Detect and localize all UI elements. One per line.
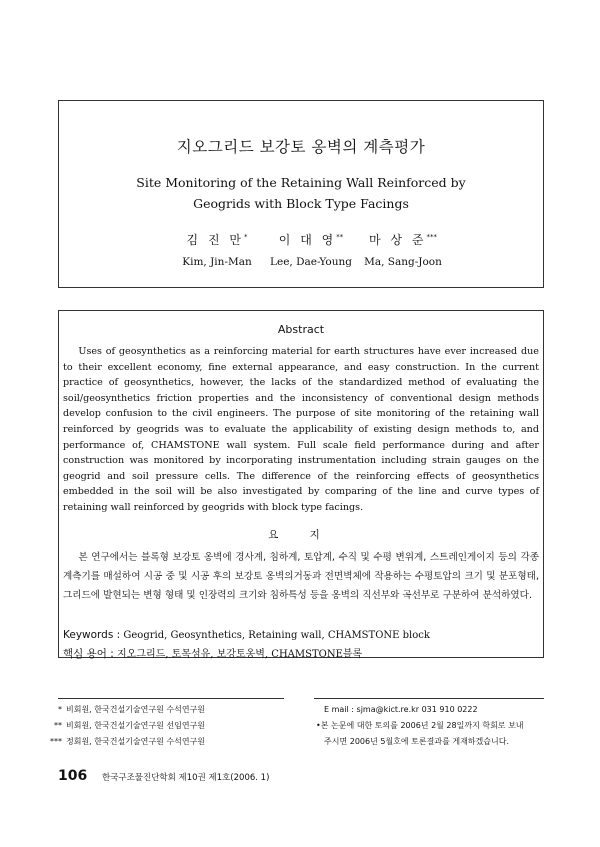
page-number: 106 [58,768,88,784]
keywords-korean-label: 핵심 용어 : [63,648,114,660]
abstract-box [58,310,544,658]
footnote-author-2: ** 비회원, 한국건설기술연구원 선임연구원 [54,721,206,730]
english-title-line-1: Site Monitoring of the Retaining Wall Reinforced by [136,175,466,190]
english-title-line-2: Geogrids with Block Type Facings [193,196,409,211]
abstract-text: Uses of geosynthetics as a reinforcing material for earth structures have ever increased due to their excellent economy, fine external appearance, and easy construction. In the current practice of geosynthetics, however, the lacks of the standardized method of evaluating the soil/geosynthetics friction properties and the inconsistency of conventional design methods develop confusion to the civil engineers. The purpose of site monitoring of the retaining wall reinforced by geogrids was to evaluate the applicability of existing design methods to, and performance of, CHAMSTONE wall system. Full scale field performance during and after construction was monitored by incorporating instrumentation including strain gauges on the geogrid and soil pressure cells. The difference of the reinforcing effects of geosynthetics embedded in the soil will be also investigated by comparing of the line and curve types of retaining wall reinforced by geogrids with block type facings. [63,346,539,513]
author-2-mark: ** [336,233,344,241]
author-3 [343,231,463,268]
author-3-mark: *** [426,233,437,241]
journal-citation: 한국구조물진단학회 제10권 제1호(2006. 1) [101,773,270,783]
author-1-korean-name: 김 진 만 [186,233,244,247]
author-3-korean-name: 마 상 준 [369,233,427,247]
footnote-divider-left [58,698,284,699]
page-footer [58,768,269,784]
footnote-author-3: *** 정회원, 한국건설기술연구원 수석연구원 [50,737,206,746]
keywords-korean [63,645,362,661]
keywords-english-label: Keywords : [63,629,121,641]
keywords-english-text: Geogrid, Geosynthetics, Retaining wall, CHAMSTONE block [123,630,430,641]
author-1-english-name: Kim, Jin-Man [182,256,252,268]
author-2-english-name: Lee, Dae-Young [270,256,352,268]
footnotes-left [40,702,205,750]
author-2-korean-name: 이 대 영 [278,233,337,247]
keywords-english [63,629,430,641]
korean-title: 지오그리드 보강토 옹벽의 계측평가 [176,138,426,156]
footnote-divider-right [314,698,544,699]
discussion-note-line-2: 주시면 2006년 5월호에 토론결과를 게재하겠습니다. [324,737,509,746]
title-box [58,100,544,288]
keywords-korean-text: 지오그리드, 토목섬유, 보강토옹벽, CHAMSTONE블록 [116,649,363,660]
contact-email: E mail : sjma@kict.re.kr 031 910 0222 [324,705,478,714]
korean-abstract-heading: 요 지 [268,529,334,541]
footnote-author-1: * 비회원, 한국건설기술연구원 수석연구원 [58,705,206,714]
author-3-english-name: Ma, Sang-Joon [364,256,442,268]
footnotes-right [316,702,544,750]
author-1-mark: * [243,233,248,241]
discussion-note-line-1: •본 논문에 대한 토의를 2006년 2월 28일까지 학회로 보내 [316,721,524,730]
abstract-heading: Abstract [277,323,325,336]
korean-abstract-text: 본 연구에서는 블록형 보강토 옹벽에 경사계, 침하계, 토압계, 수직 및 수평 변위계, 스트레인게이지 등의 각종 계측기를 매설하여 시공 중 및 시공 후의 보강토 옹벽의거동과 전면벽체에 작용하는 수평토압의 크기 및 분포형태, 그리드에 발현되는 변형 형태 및 인장력의 크기와 침하특성 등을 옹벽의 직선부와 곡선부로 구분하여 분석하였다. [63,552,539,601]
